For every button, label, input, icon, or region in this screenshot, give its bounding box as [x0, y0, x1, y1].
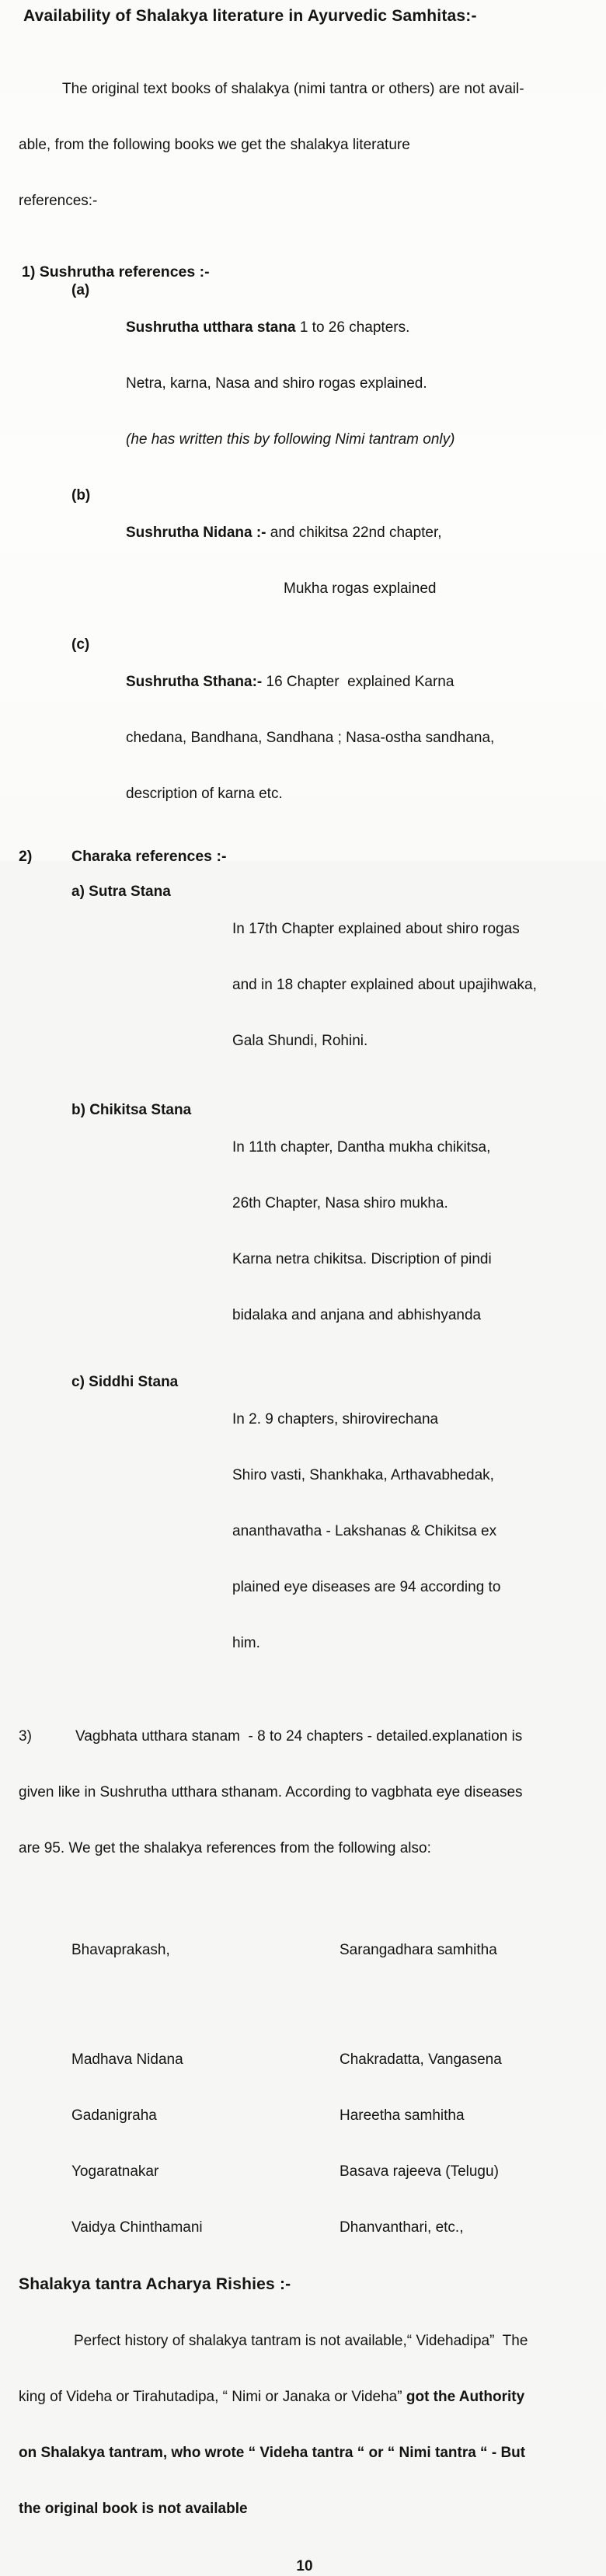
intro-paragraph: [19, 43, 590, 248]
item-c-line-3: description of karna etc.: [126, 786, 283, 802]
reference-row: [71, 2219, 590, 2237]
charaka-row-siddhi-desc: [232, 1373, 590, 1690]
desc-line: In 11th chapter, Dantha mukha chikitsa,: [232, 1139, 491, 1156]
reference-right: Basava rajeeva (Telugu): [340, 2163, 499, 2180]
reference-left: Yogaratnakar: [71, 2163, 159, 2180]
section-3-number: 3): [19, 1728, 32, 1745]
item-c-line-2: chedana, Bandhana, Sandhana ; Nasa-ostha sandhana,: [126, 730, 495, 746]
charaka-row-sutra: [19, 883, 590, 1088]
item-a-line-1: [126, 319, 590, 337]
desc-line: and in 18 chapter explained about upajihwaka,: [232, 977, 537, 993]
charaka-row-sutra-desc: [232, 883, 590, 1088]
item-a-line-2: Netra, karna, Nasa and shiro rogas explained.: [126, 375, 427, 392]
item-a-title: Sushrutha utthara stana: [126, 319, 296, 336]
item-a-rest: 1 to 26 chapters.: [295, 319, 410, 336]
reference-right: Chakradatta, Vangasena: [340, 2051, 502, 2068]
charaka-row-chikitsa-desc: [232, 1101, 590, 1362]
acharya-section-heading: Shalakya tantra Acharya Rishies :-: [19, 2275, 291, 2293]
reference-row: [71, 1941, 590, 1960]
reference-right: Sarangadhara samhitha: [340, 1942, 497, 1958]
item-c-body: [126, 636, 590, 841]
acharya-line-4: the original book is not available: [19, 2501, 248, 2517]
intro-line-3: references:-: [19, 193, 98, 209]
reference-list-gap: [71, 1997, 590, 2013]
desc-line: him.: [232, 1635, 260, 1651]
reference-right: Dhanvanthari, etc.,: [340, 2219, 464, 2236]
item-a-body: [126, 281, 590, 486]
item-b-body: [126, 486, 590, 636]
acharya-line-2-normal: king of Videha or Tirahutadipa, “ Nimi or Janaka or Videha”: [19, 2389, 406, 2405]
reference-row: [71, 2107, 590, 2125]
reference-row: [71, 2051, 590, 2069]
item-a-label: (a): [71, 282, 90, 298]
section-2-number: 2): [19, 848, 33, 865]
vagbhata-line-3: are 95. We get the shalakya references from the following also:: [19, 1840, 431, 1856]
acharya-line-2: [19, 2388, 590, 2407]
item-a-line-3: (he has written this by following Nimi tantram only): [126, 431, 455, 448]
item-b-line-1: [126, 524, 590, 542]
desc-line: ananthavatha - Lakshanas & Chikitsa ex: [232, 1523, 497, 1539]
charaka-row-siddhi: [19, 1373, 590, 1690]
desc-line: bidalaka and anjana and abhishyanda: [232, 1307, 482, 1323]
item-c-rest: 16 Chapter explained Karna: [262, 674, 454, 690]
section-1-heading: 1) Sushrutha references :-: [22, 263, 210, 281]
reference-row: [71, 2163, 590, 2181]
sushrutha-item-b: [19, 486, 590, 636]
section-2-heading-text: Charaka references :-: [71, 848, 227, 865]
intro-line-1: The original text books of shalakya (nimi tantra or others) are not avail-: [62, 81, 524, 97]
charaka-row-siddhi-label: c) Siddhi Stana: [71, 1374, 179, 1390]
item-c-line-1: [126, 673, 590, 692]
vagbhata-line-1: [19, 1727, 590, 1746]
reference-left: Madhava Nidana: [71, 2051, 183, 2068]
reference-left: Vaidya Chinthamani: [71, 2219, 203, 2236]
desc-line: 26th Chapter, Nasa shiro mukha.: [232, 1195, 448, 1211]
acharya-line-3: on Shalakya tantram, who wrote “ Videha tantra “ or “ Nimi tantra “ - But: [19, 2445, 526, 2461]
intro-line-2: able, from the following books we get the shalakya literature: [19, 137, 410, 153]
reference-book-list: [71, 1904, 590, 2274]
section-2-heading: [19, 847, 590, 866]
charaka-row-chikitsa: [19, 1101, 590, 1362]
vagbhata-line-2: given like in Sushrutha utthara sthanam. According to vagbhata eye diseases: [19, 1784, 523, 1800]
item-b-title: Sushrutha Nidana :-: [126, 525, 266, 541]
reference-left: Gadanigraha: [71, 2107, 157, 2124]
desc-line: plained eye diseases are 94 according to: [232, 1579, 501, 1595]
acharya-line-1: Perfect history of shalakya tantram is not available,“ Videhadipa” The: [74, 2333, 528, 2349]
desc-line: Karna netra chikitsa. Discription of pindi: [232, 1251, 492, 1267]
vagbhata-paragraph: [19, 1690, 590, 1895]
sushrutha-item-c: [19, 636, 590, 841]
reference-left: Bhavaprakash,: [71, 1942, 170, 1958]
reference-right: Hareetha samhitha: [340, 2107, 465, 2124]
page-number: 10: [296, 2558, 313, 2574]
sushrutha-item-a: [19, 281, 590, 486]
page-title: Availability of Shalakya literature in Ayurvedic Samhitas:-: [23, 7, 477, 25]
charaka-row-sutra-label: a) Sutra Stana: [71, 884, 171, 900]
desc-line: In 2. 9 chapters, shirovirechana: [232, 1411, 439, 1427]
acharya-line-2-bold: got the Authority: [406, 2389, 525, 2405]
item-c-title: Sushrutha Sthana:-: [126, 674, 263, 690]
item-b-label: (b): [71, 487, 91, 504]
desc-line: Shiro vasti, Shankhaka, Arthavabhedak,: [232, 1467, 494, 1483]
item-b-rest: and chikitsa 22nd chapter,: [266, 525, 442, 541]
desc-line: Gala Shundi, Rohini.: [232, 1033, 368, 1049]
acharya-paragraph: [19, 2295, 590, 2556]
desc-line: In 17th Chapter explained about shiro rogas: [232, 921, 520, 937]
item-b-line-2: Mukha rogas explained: [284, 580, 437, 597]
item-c-label: (c): [71, 636, 90, 653]
charaka-row-chikitsa-label: b) Chikitsa Stana: [71, 1102, 192, 1118]
vagbhata-line-1-text: Vagbhata utthara stanam - 8 to 24 chapters - detailed.explanation is: [75, 1728, 523, 1745]
